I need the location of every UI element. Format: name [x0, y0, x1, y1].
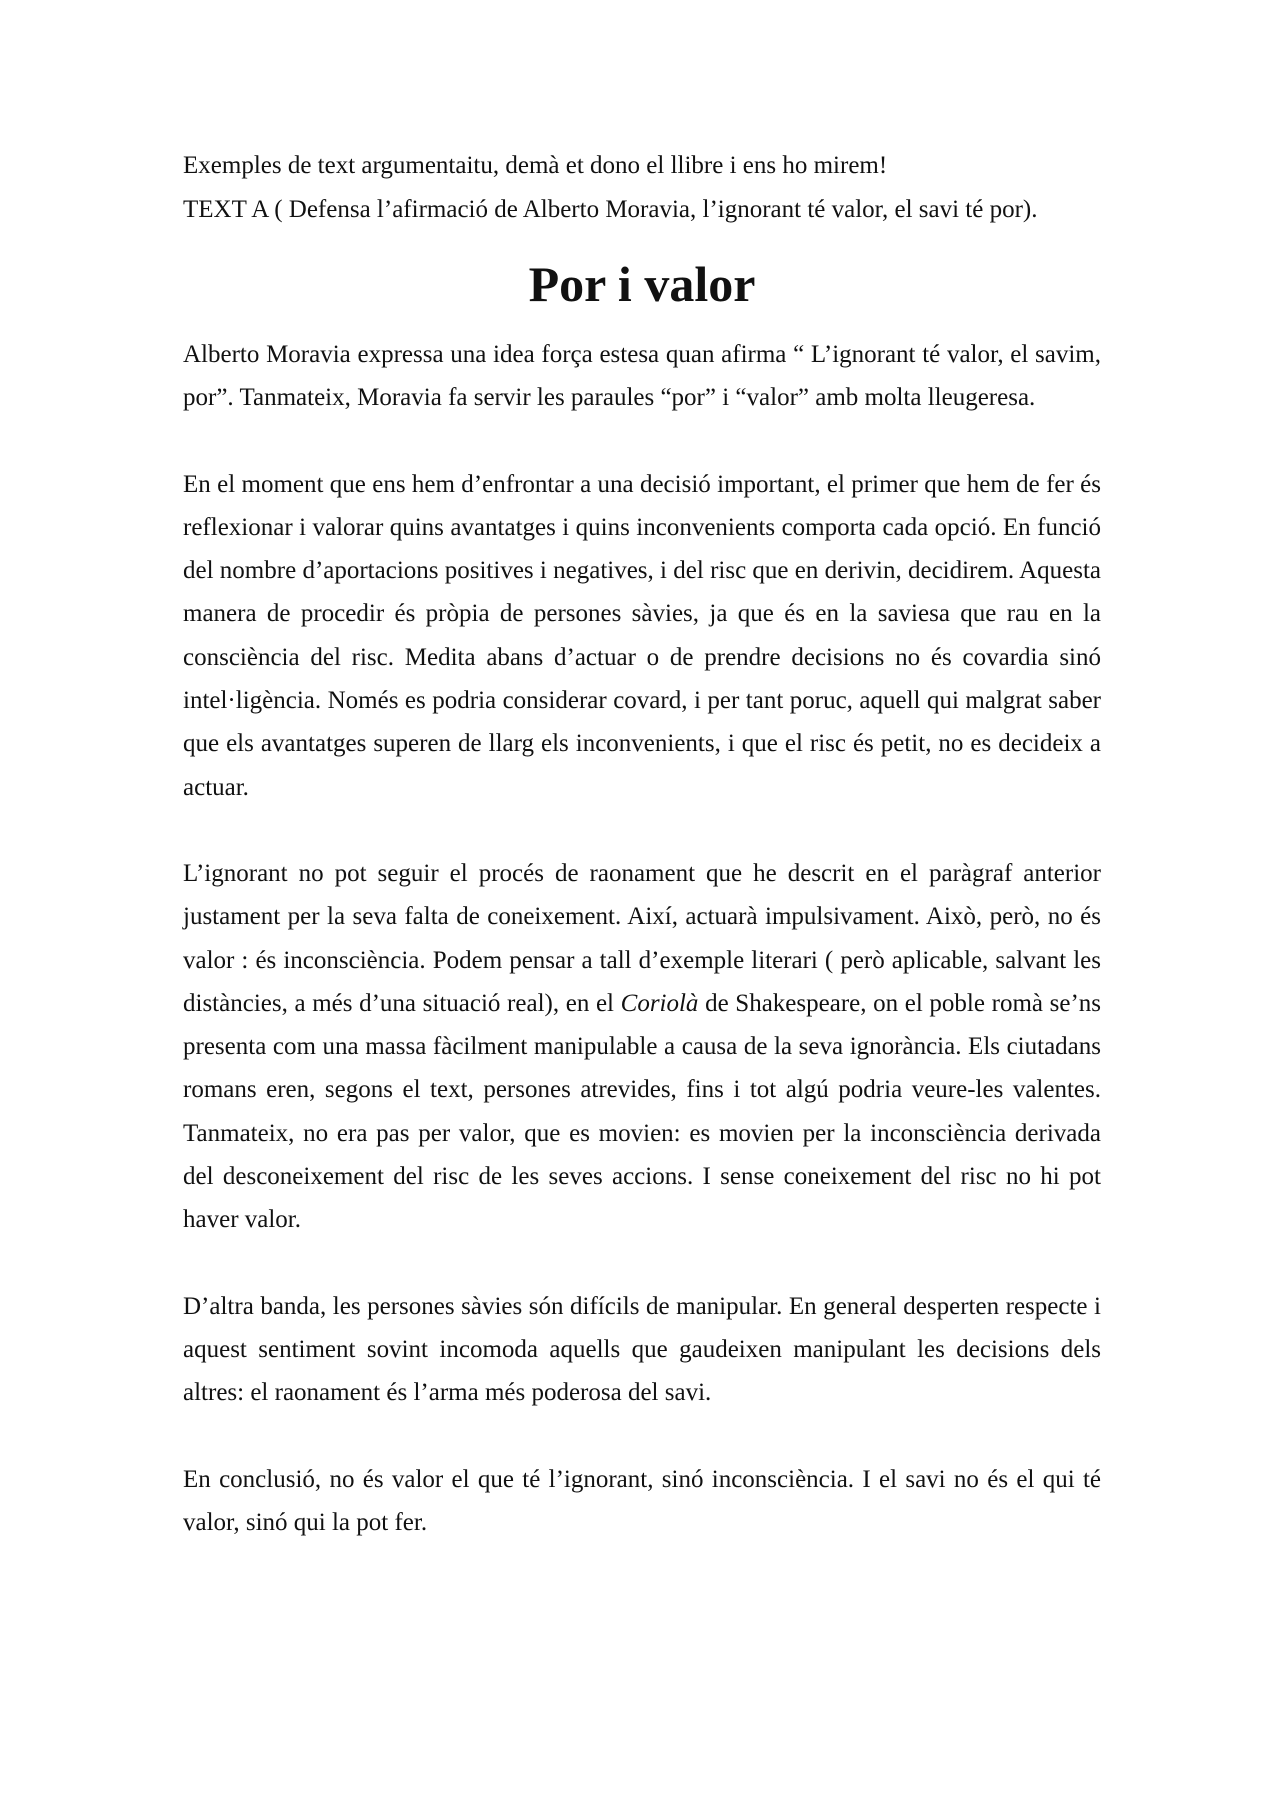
document-body — [183, 148, 1101, 1587]
work-title-italic: Coriolà — [620, 989, 699, 1017]
intro-line: Exemples de text argumentaitu, demà et dono el llibre i ens ho mirem! — [183, 152, 888, 179]
paragraph-5: En conclusió, no és valor el que té l’ignorant, sinó inconsciència. I el savi no és el qui té valor, sinó qui la pot fer. — [183, 1465, 1101, 1536]
paragraph-3 — [183, 852, 1101, 1242]
paragraph-3-text-after: de Shakespeare, on el poble romà se’ns presenta com una massa fàcilment manipulable a causa de la seva ignorància. Els ciutadans romans eren, segons el text, persones atrevides, fins i tot algú podria veure-les valentes. Tanmateix, no era pas per valor, que es movien: es movien per la inconsciència derivada del desconeixement del risc de les seves accions. I sense coneixement del risc no hi pot haver valor. — [183, 989, 1101, 1234]
paragraph-2: En el moment que ens hem d’enfrontar a una decisió important, el primer que hem de fer és reflexionar i valorar quins avantatges i quins inconvenients comporta cada opció. En funció del nombre d’aportacions positives i negatives, i del risc que en derivin, decidirem. Aquesta manera de procedir és pròpia de persones sàvies, ja que és en la saviesa que rau en la consciència del risc. Medita abans d’actuar o de prendre decisions no és covardia sinó intel·ligència. Només es podria considerar covard, i per tant poruc, aquell qui malgrat saber que els avantatges superen de llarg els inconvenients, i que el risc és petit, no es decideix a actuar. — [183, 470, 1101, 801]
essay-title: Por i valor — [528, 256, 756, 312]
paragraph-4: D’altra banda, les persones sàvies són difícils de manipular. En general desperten respecte i aquest sentiment sovint incomoda aquells que gaudeixen manipulant les decisions dels altres: el raonament és l’arma més poderosa del savi. — [183, 1292, 1101, 1407]
paragraph-1: Alberto Moravia expressa una idea força estesa quan afirma “ L’ignorant té valor, el savim, por”. Tanmateix, Moravia fa servir les paraules “por” i “valor” amb molta lleugeresa. — [183, 341, 1101, 412]
assignment-line: TEXT A ( Defensa l’afirmació de Alberto Moravia, l’ignorant té valor, el savi té por). — [183, 196, 1038, 223]
paragraph-3-text-before: L’ignorant no pot seguir el procés de raonament que he descrit en el paràgraf anterior justament per la seva falta de coneixement. Així, actuarà impulsivament. Això, però, no és valor : és inconsciència. Podem pensar a tall d’exemple literari ( però aplicable, salvant les distàncies, a més d’una situació real), en el — [183, 859, 1101, 1017]
